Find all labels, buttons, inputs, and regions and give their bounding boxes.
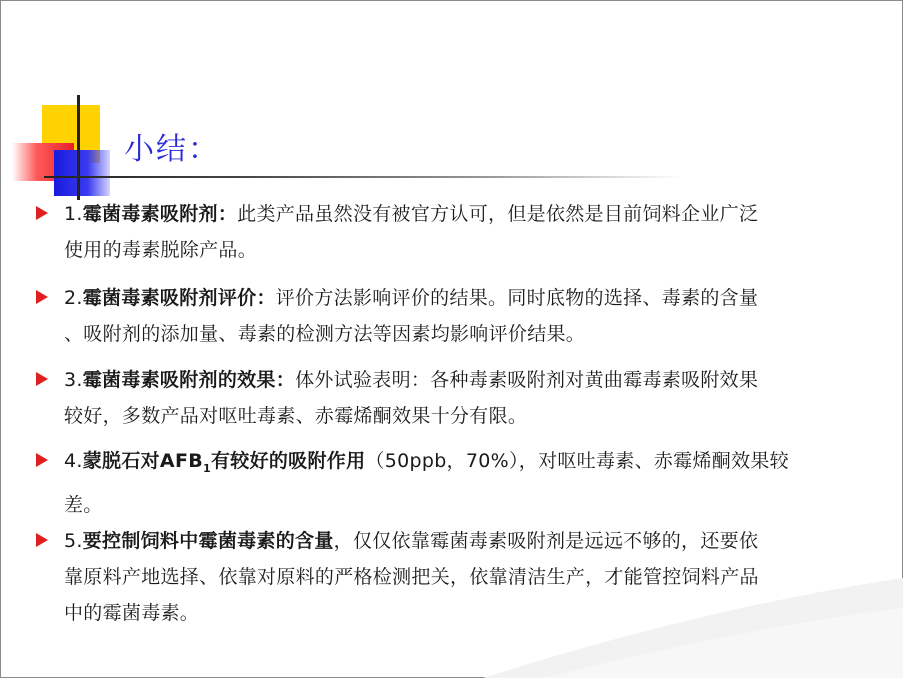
item-bold-heading-b: 有较好的吸附作用 [210, 450, 366, 472]
bullet-arrow-icon [36, 290, 48, 304]
decor-horizontal-line [44, 176, 684, 178]
item-bold-heading: 霉菌毒素吸附剂评价 [82, 287, 257, 309]
item-line-2: 较好，多数产品对呕吐毒素、赤霉烯酮效果十分有限。 [64, 405, 528, 427]
item-bold-heading: 要控制饲料中霉菌毒素的含量 [82, 530, 334, 552]
item-bold-heading-a: 蒙脱石对AFB [82, 450, 204, 472]
item-line-1: ，仅仅依靠霉菌毒素吸附剂是远远不够的，还要依 [333, 530, 759, 552]
item-line-1: 体外试验表明：各种毒素吸附剂对黄曲霉毒素吸附效果 [295, 369, 759, 391]
item-bold-subscript: 1 [203, 461, 211, 475]
page-title: 小结： [124, 132, 220, 167]
item-number: 1. [64, 203, 83, 225]
decor-vertical-line [77, 95, 80, 200]
bullet-arrow-icon [36, 206, 48, 220]
item-line-1: 此类产品虽然没有被官方认可，但是依然是目前饲料企业广泛 [237, 203, 759, 225]
item-line-2: 靠原料产地选择、依靠对原料的严格检测把关，依靠清洁生产，才能管控饲料产品 [64, 566, 759, 588]
list-item [36, 523, 881, 631]
item-line-2: 、吸附剂的添加量、毒素的检测方法等因素均影响评价结果。 [64, 323, 586, 345]
item-line-1: （50ppb，70%），对呕吐毒素、赤霉烯酮效果较 [365, 450, 789, 472]
item-text [64, 362, 881, 434]
list-item [36, 443, 881, 523]
item-text [64, 523, 881, 631]
item-number: 3. [64, 369, 83, 391]
item-number: 4. [64, 450, 83, 472]
item-number: 2. [64, 287, 83, 309]
item-bold-heading: 霉菌毒素吸附剂 [82, 203, 218, 225]
item-text [64, 443, 881, 523]
item-number: 5. [64, 530, 83, 552]
item-colon: ： [217, 203, 238, 225]
bullet-arrow-icon [36, 372, 48, 386]
decor-blue-square [54, 150, 110, 196]
item-line-1: 评价方法影响评价的结果。同时底物的选择、毒素的含量 [275, 287, 759, 309]
item-colon: ： [256, 287, 276, 309]
item-text [64, 280, 881, 352]
list-item [36, 196, 881, 268]
list-item [36, 280, 881, 352]
item-line-2: 使用的毒素脱除产品。 [64, 239, 258, 261]
item-bold-heading: 霉菌毒素吸附剂的效果 [82, 369, 276, 391]
item-line-2: 差。 [64, 493, 103, 516]
item-colon: ： [275, 369, 296, 391]
bullet-arrow-icon [36, 533, 48, 547]
list-item [36, 362, 881, 434]
bullet-arrow-icon [36, 453, 48, 467]
item-line-3: 中的霉菌毒素。 [64, 602, 200, 624]
item-text [64, 196, 881, 268]
